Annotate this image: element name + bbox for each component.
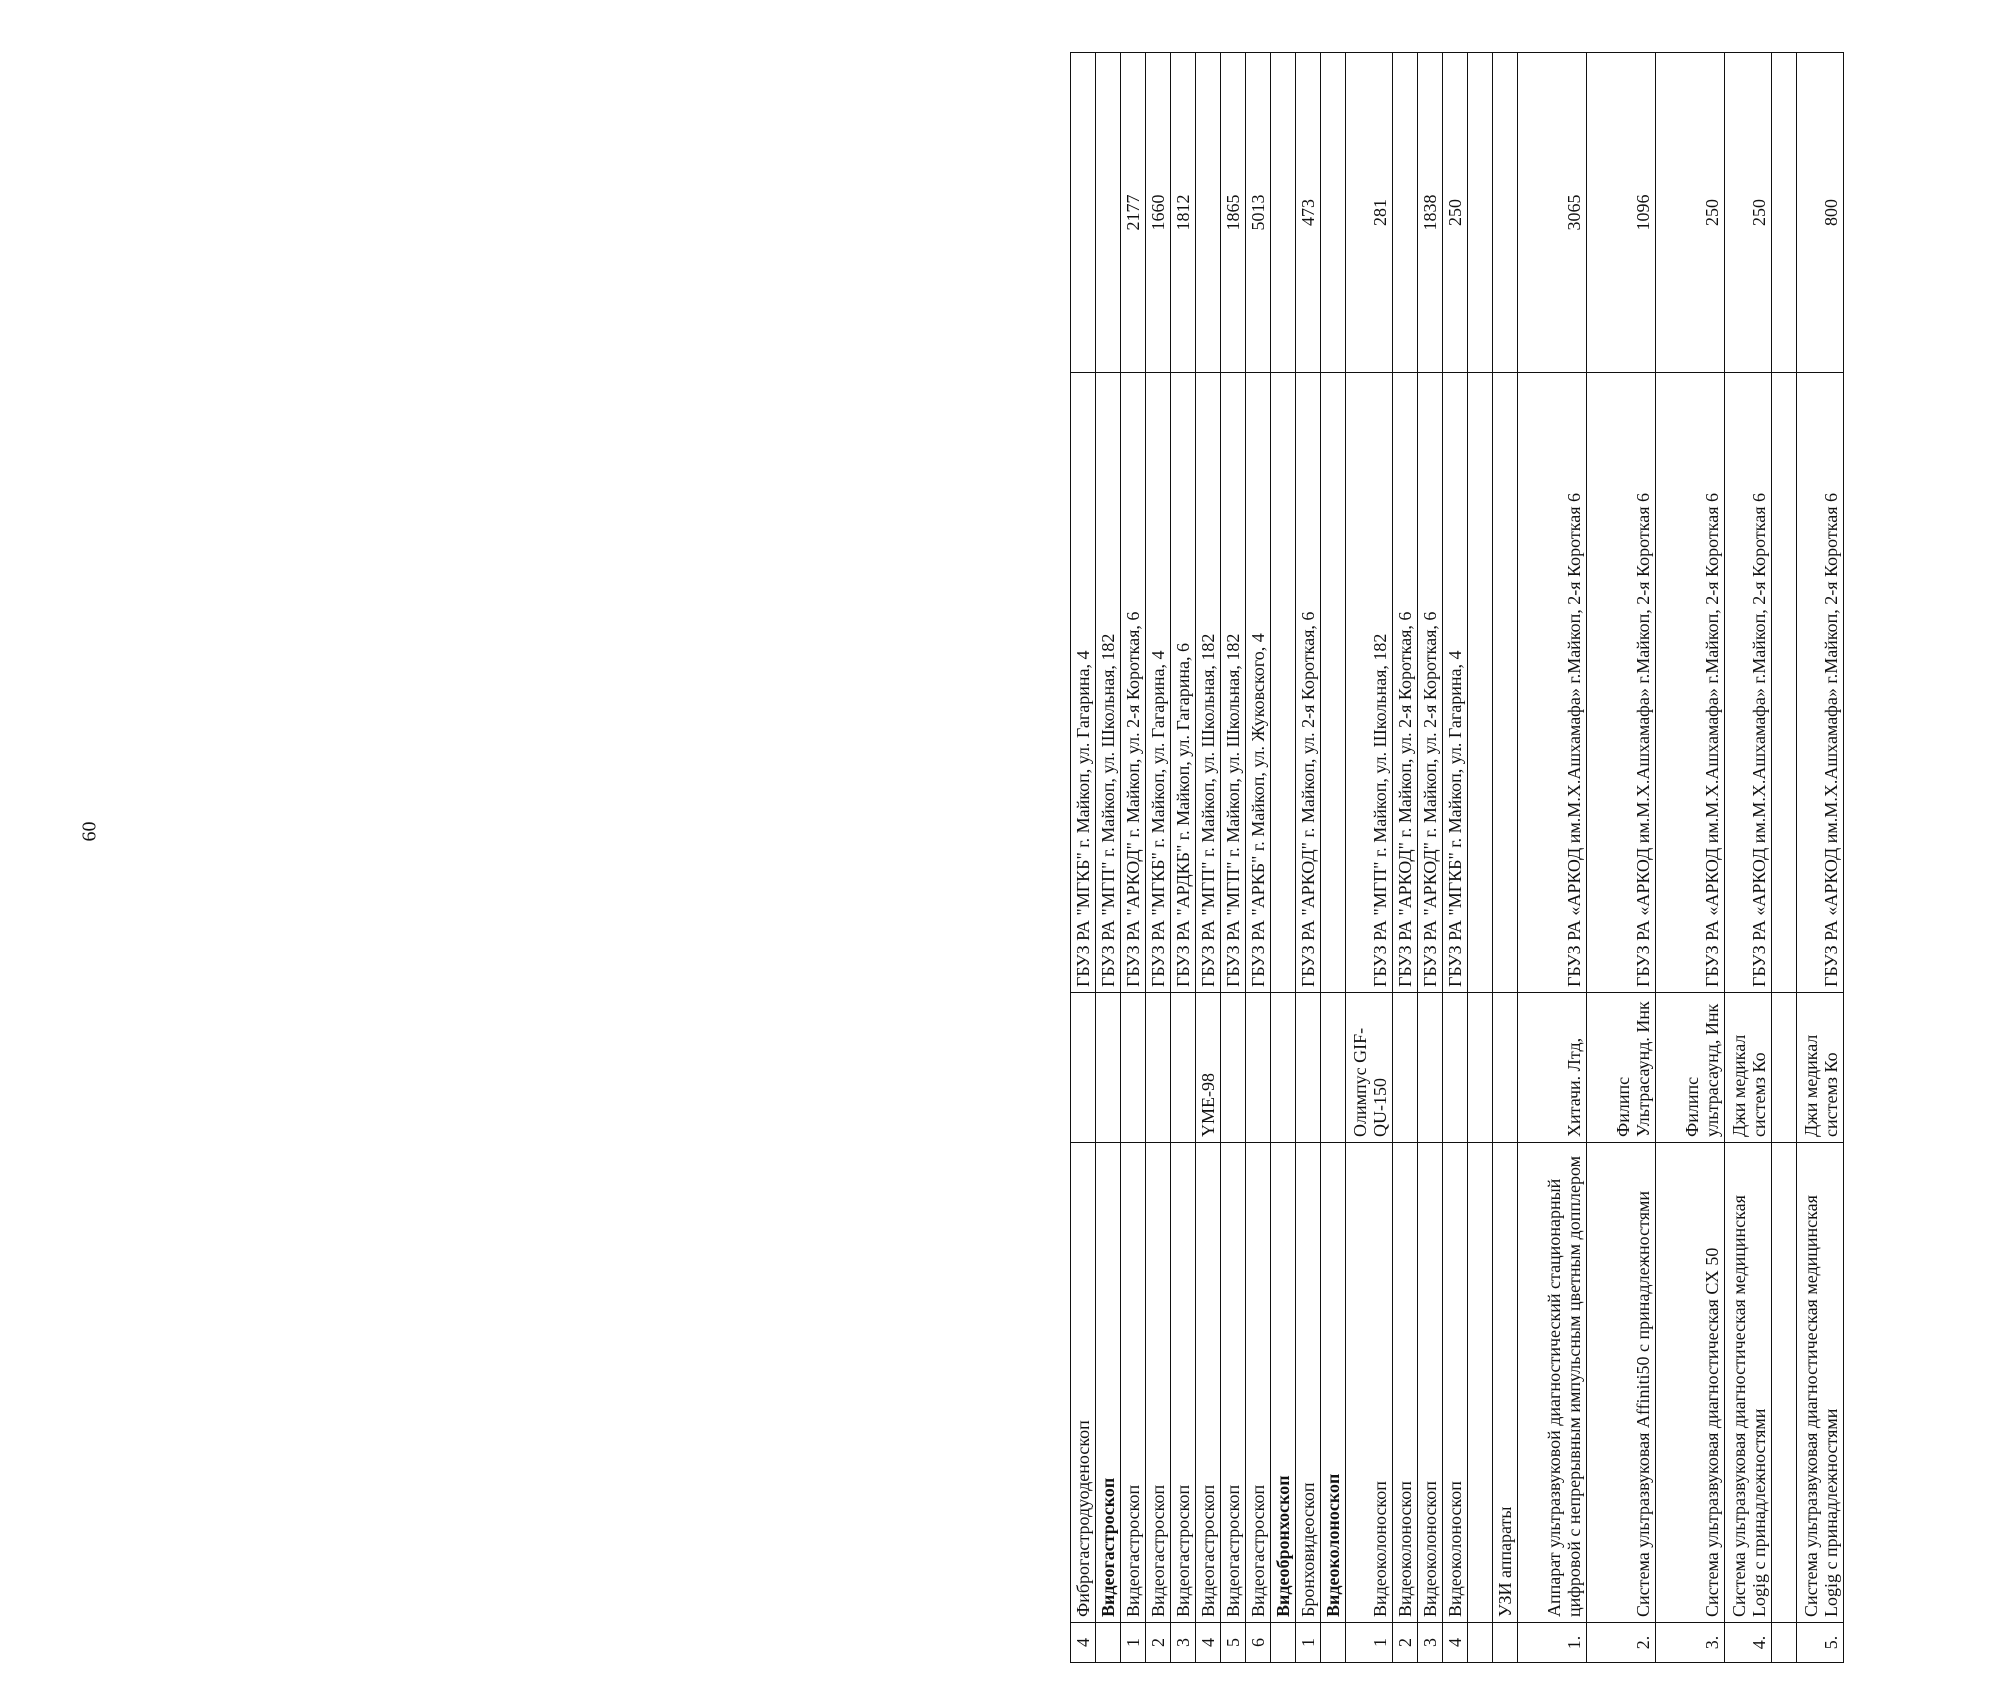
model-cell bbox=[1146, 993, 1171, 1143]
table-row bbox=[1221, 53, 1246, 1663]
model-cell: Филипс Ультрасаунд. Инк bbox=[1587, 993, 1656, 1143]
model-cell bbox=[1121, 993, 1146, 1143]
table-row bbox=[1271, 53, 1296, 1663]
equipment-name-cell: Видеогастроскоп bbox=[1096, 1143, 1121, 1623]
address-cell: ГБУЗ РА «АРКОД им.М.Х.Ашхамафа» г.Майкоп, 2-я Короткая 6 bbox=[1725, 373, 1772, 993]
quantity-cell: 2177 bbox=[1121, 53, 1146, 373]
quantity-cell: 5013 bbox=[1246, 53, 1271, 373]
model-cell bbox=[1772, 993, 1797, 1143]
equipment-name-cell: Видеоколоноскоп bbox=[1393, 1143, 1418, 1623]
address-cell: ГБУЗ РА "АРКОД" г. Майкоп, ул. 2-я Короткая, 6 bbox=[1296, 373, 1321, 993]
model-cell: Джи медикал системз Ко bbox=[1725, 993, 1772, 1143]
model-cell bbox=[1493, 993, 1518, 1143]
address-cell: ГБУЗ РА "МГКБ" г. Майкоп, ул. Гагарина, 4 bbox=[1146, 373, 1171, 993]
equipment-name-cell: Видеоколоноскоп bbox=[1346, 1143, 1393, 1623]
equipment-name-cell: Система ультразвуковая диагностическая медицинская Logig с принадлежностями bbox=[1797, 1143, 1844, 1623]
table-row bbox=[1096, 53, 1121, 1663]
address-cell: ГБУЗ РА «АРКОД им.М.Х.Ашхамафа» г.Майкоп, 2-я Короткая 6 bbox=[1656, 373, 1725, 993]
table-row bbox=[1246, 53, 1271, 1663]
row-number-cell: 3 bbox=[1171, 1623, 1196, 1663]
row-number-cell: 3 bbox=[1418, 1623, 1443, 1663]
quantity-cell bbox=[1271, 53, 1296, 373]
row-number-cell: 5 bbox=[1221, 1623, 1246, 1663]
table-row bbox=[1772, 53, 1797, 1663]
row-number-cell bbox=[1271, 1623, 1296, 1663]
model-cell bbox=[1071, 993, 1096, 1143]
table-row bbox=[1587, 53, 1656, 1663]
row-number-cell: 4. bbox=[1725, 1623, 1772, 1663]
model-cell: Хитачи. Лтд, bbox=[1518, 993, 1587, 1143]
model-cell bbox=[1468, 993, 1493, 1143]
model-cell bbox=[1221, 993, 1246, 1143]
table-row bbox=[1393, 53, 1418, 1663]
address-cell: ГБУЗ РА «АРКОД им.М.Х.Ашхамафа» г.Майкоп, 2-я Короткая 6 bbox=[1797, 373, 1844, 993]
model-cell bbox=[1418, 993, 1443, 1143]
quantity-cell bbox=[1321, 53, 1346, 373]
address-cell: ГБУЗ РА «АРКОД им.М.Х.Ашхамафа» г.Майкоп, 2-я Короткая 6 bbox=[1587, 373, 1656, 993]
row-number-cell: 3. bbox=[1656, 1623, 1725, 1663]
table-row bbox=[1196, 53, 1221, 1663]
row-number-cell bbox=[1096, 1623, 1121, 1663]
equipment-name-cell: Видеогастроскоп bbox=[1146, 1143, 1171, 1623]
quantity-cell: 1838 bbox=[1418, 53, 1443, 373]
table-row bbox=[1443, 53, 1468, 1663]
equipment-name-cell bbox=[1772, 1143, 1797, 1623]
equipment-table-body bbox=[1071, 53, 1844, 1663]
equipment-name-cell: Видеобронхоскоп bbox=[1271, 1143, 1296, 1623]
quantity-cell bbox=[1096, 53, 1121, 373]
quantity-cell: 281 bbox=[1346, 53, 1393, 373]
table-row bbox=[1656, 53, 1725, 1663]
equipment-name-cell: Фиброгастродуоденоскоп bbox=[1071, 1143, 1096, 1623]
equipment-name-cell: Видеогастроскоп bbox=[1121, 1143, 1146, 1623]
quantity-cell: 250 bbox=[1656, 53, 1725, 373]
row-number-cell: 2 bbox=[1393, 1623, 1418, 1663]
quantity-cell bbox=[1196, 53, 1221, 373]
quantity-cell: 1660 bbox=[1146, 53, 1171, 373]
address-cell: ГБУЗ РА "АРКОД" г. Майкоп, ул. 2-я Короткая, 6 bbox=[1393, 373, 1418, 993]
equipment-name-cell: Система ультразвуковая Affiniti50 с принадлежностями bbox=[1587, 1143, 1656, 1623]
model-cell bbox=[1246, 993, 1271, 1143]
address-cell: ГБУЗ РА "МГКБ" г. Майкоп, ул. Гагарина, 4 bbox=[1071, 373, 1096, 993]
address-cell: ГБУЗ РА "АРДКБ" г. Майкоп, ул. Гагарина, 6 bbox=[1171, 373, 1196, 993]
row-number-cell: 2. bbox=[1587, 1623, 1656, 1663]
address-cell: ГБУЗ РА «АРКОД им.М.Х.Ашхамафа» г.Майкоп, 2-я Короткая 6 bbox=[1518, 373, 1587, 993]
quantity-cell: 250 bbox=[1443, 53, 1468, 373]
equipment-name-cell: Аппарат ультразвуковой диагностический стационарный цифровой с непрерывным импульсным цветным допплером bbox=[1518, 1143, 1587, 1623]
row-number-cell: 1 bbox=[1296, 1623, 1321, 1663]
table-row bbox=[1418, 53, 1443, 1663]
address-cell: ГБУЗ РА "АРКОД" г. Майкоп, ул. 2-я Короткая, 6 bbox=[1121, 373, 1146, 993]
row-number-cell bbox=[1468, 1623, 1493, 1663]
table-row bbox=[1121, 53, 1146, 1663]
row-number-cell: 6 bbox=[1246, 1623, 1271, 1663]
table-row bbox=[1346, 53, 1393, 1663]
address-cell: ГБУЗ РА "АРКОД" г. Майкоп, ул. 2-я Короткая, 6 bbox=[1418, 373, 1443, 993]
address-cell bbox=[1772, 373, 1797, 993]
model-cell bbox=[1171, 993, 1196, 1143]
address-cell: ГБУЗ РА "МГП" г. Майкоп, ул. Школьная, 182 bbox=[1346, 373, 1393, 993]
quantity-cell: 1096 bbox=[1587, 53, 1656, 373]
equipment-name-cell: Видеогастроскоп bbox=[1246, 1143, 1271, 1623]
row-number-cell: 4 bbox=[1443, 1623, 1468, 1663]
quantity-cell: 473 bbox=[1296, 53, 1321, 373]
address-cell: ГБУЗ РА "МГП" г. Майкоп, ул. Школьная, 182 bbox=[1196, 373, 1221, 993]
quantity-cell: 800 bbox=[1797, 53, 1844, 373]
address-cell: ГБУЗ РА "МГП" г. Майкоп, ул. Школьная, 182 bbox=[1096, 373, 1121, 993]
equipment-name-cell bbox=[1468, 1143, 1493, 1623]
equipment-name-cell: Система ультразвуковая диагностическая медицинская Logig с принадлежностями bbox=[1725, 1143, 1772, 1623]
equipment-table bbox=[1070, 52, 1844, 1663]
address-cell: ГБУЗ РА "АРКБ" г. Майкоп, ул. Жуковского, 4 bbox=[1246, 373, 1271, 993]
model-cell bbox=[1271, 993, 1296, 1143]
equipment-name-cell: Видеоколоноскоп bbox=[1418, 1143, 1443, 1623]
model-cell bbox=[1443, 993, 1468, 1143]
model-cell: Олимпус GIF-QU-150 bbox=[1346, 993, 1393, 1143]
rotated-table-container bbox=[1070, 53, 1990, 1663]
row-number-cell: 5. bbox=[1797, 1623, 1844, 1663]
table-row bbox=[1493, 53, 1518, 1663]
address-cell bbox=[1321, 373, 1346, 993]
table-row bbox=[1171, 53, 1196, 1663]
model-cell: YME-98 bbox=[1196, 993, 1221, 1143]
quantity-cell bbox=[1071, 53, 1096, 373]
equipment-name-cell: Система ультразвуковая диагностическая СХ 50 bbox=[1656, 1143, 1725, 1623]
model-cell bbox=[1321, 993, 1346, 1143]
row-number-cell bbox=[1493, 1623, 1518, 1663]
model-cell: Джи медикал системз Ко bbox=[1797, 993, 1844, 1143]
table-row bbox=[1146, 53, 1171, 1663]
address-cell: ГБУЗ РА "МГКБ" г. Майкоп, ул. Гагарина, 4 bbox=[1443, 373, 1468, 993]
row-number-cell: 4 bbox=[1071, 1623, 1096, 1663]
equipment-name-cell: Видеогастроскоп bbox=[1221, 1143, 1246, 1623]
equipment-name-cell: Видеоколоноскоп bbox=[1321, 1143, 1346, 1623]
quantity-cell: 1812 bbox=[1171, 53, 1196, 373]
equipment-name-cell: Видеоколоноскоп bbox=[1443, 1143, 1468, 1623]
quantity-cell bbox=[1468, 53, 1493, 373]
table-row bbox=[1797, 53, 1844, 1663]
equipment-name-cell: Видеогастроскоп bbox=[1196, 1143, 1221, 1623]
row-number-cell: 1 bbox=[1346, 1623, 1393, 1663]
quantity-cell bbox=[1772, 53, 1797, 373]
table-row bbox=[1296, 53, 1321, 1663]
address-cell bbox=[1493, 373, 1518, 993]
table-row bbox=[1321, 53, 1346, 1663]
table-row bbox=[1071, 53, 1096, 1663]
equipment-name-cell: Видеогастроскоп bbox=[1171, 1143, 1196, 1623]
quantity-cell bbox=[1493, 53, 1518, 373]
address-cell: ГБУЗ РА "МГП" г. Майкоп, ул. Школьная, 182 bbox=[1221, 373, 1246, 993]
equipment-name-cell: УЗИ аппараты bbox=[1493, 1143, 1518, 1623]
address-cell bbox=[1271, 373, 1296, 993]
page-number: 60 bbox=[78, 821, 101, 842]
quantity-cell: 1865 bbox=[1221, 53, 1246, 373]
row-number-cell bbox=[1772, 1623, 1797, 1663]
row-number-cell: 2 bbox=[1146, 1623, 1171, 1663]
table-row bbox=[1725, 53, 1772, 1663]
row-number-cell: 4 bbox=[1196, 1623, 1221, 1663]
model-cell bbox=[1096, 993, 1121, 1143]
model-cell bbox=[1393, 993, 1418, 1143]
quantity-cell bbox=[1393, 53, 1418, 373]
equipment-name-cell: Бронховидеоскоп bbox=[1296, 1143, 1321, 1623]
quantity-cell: 250 bbox=[1725, 53, 1772, 373]
address-cell bbox=[1468, 373, 1493, 993]
row-number-cell: 1. bbox=[1518, 1623, 1587, 1663]
row-number-cell: 1 bbox=[1121, 1623, 1146, 1663]
row-number-cell bbox=[1321, 1623, 1346, 1663]
quantity-cell: 3065 bbox=[1518, 53, 1587, 373]
model-cell bbox=[1296, 993, 1321, 1143]
table-row bbox=[1468, 53, 1493, 1663]
model-cell: Филипс ультрасаунд, Инк bbox=[1656, 993, 1725, 1143]
table-row bbox=[1518, 53, 1587, 1663]
